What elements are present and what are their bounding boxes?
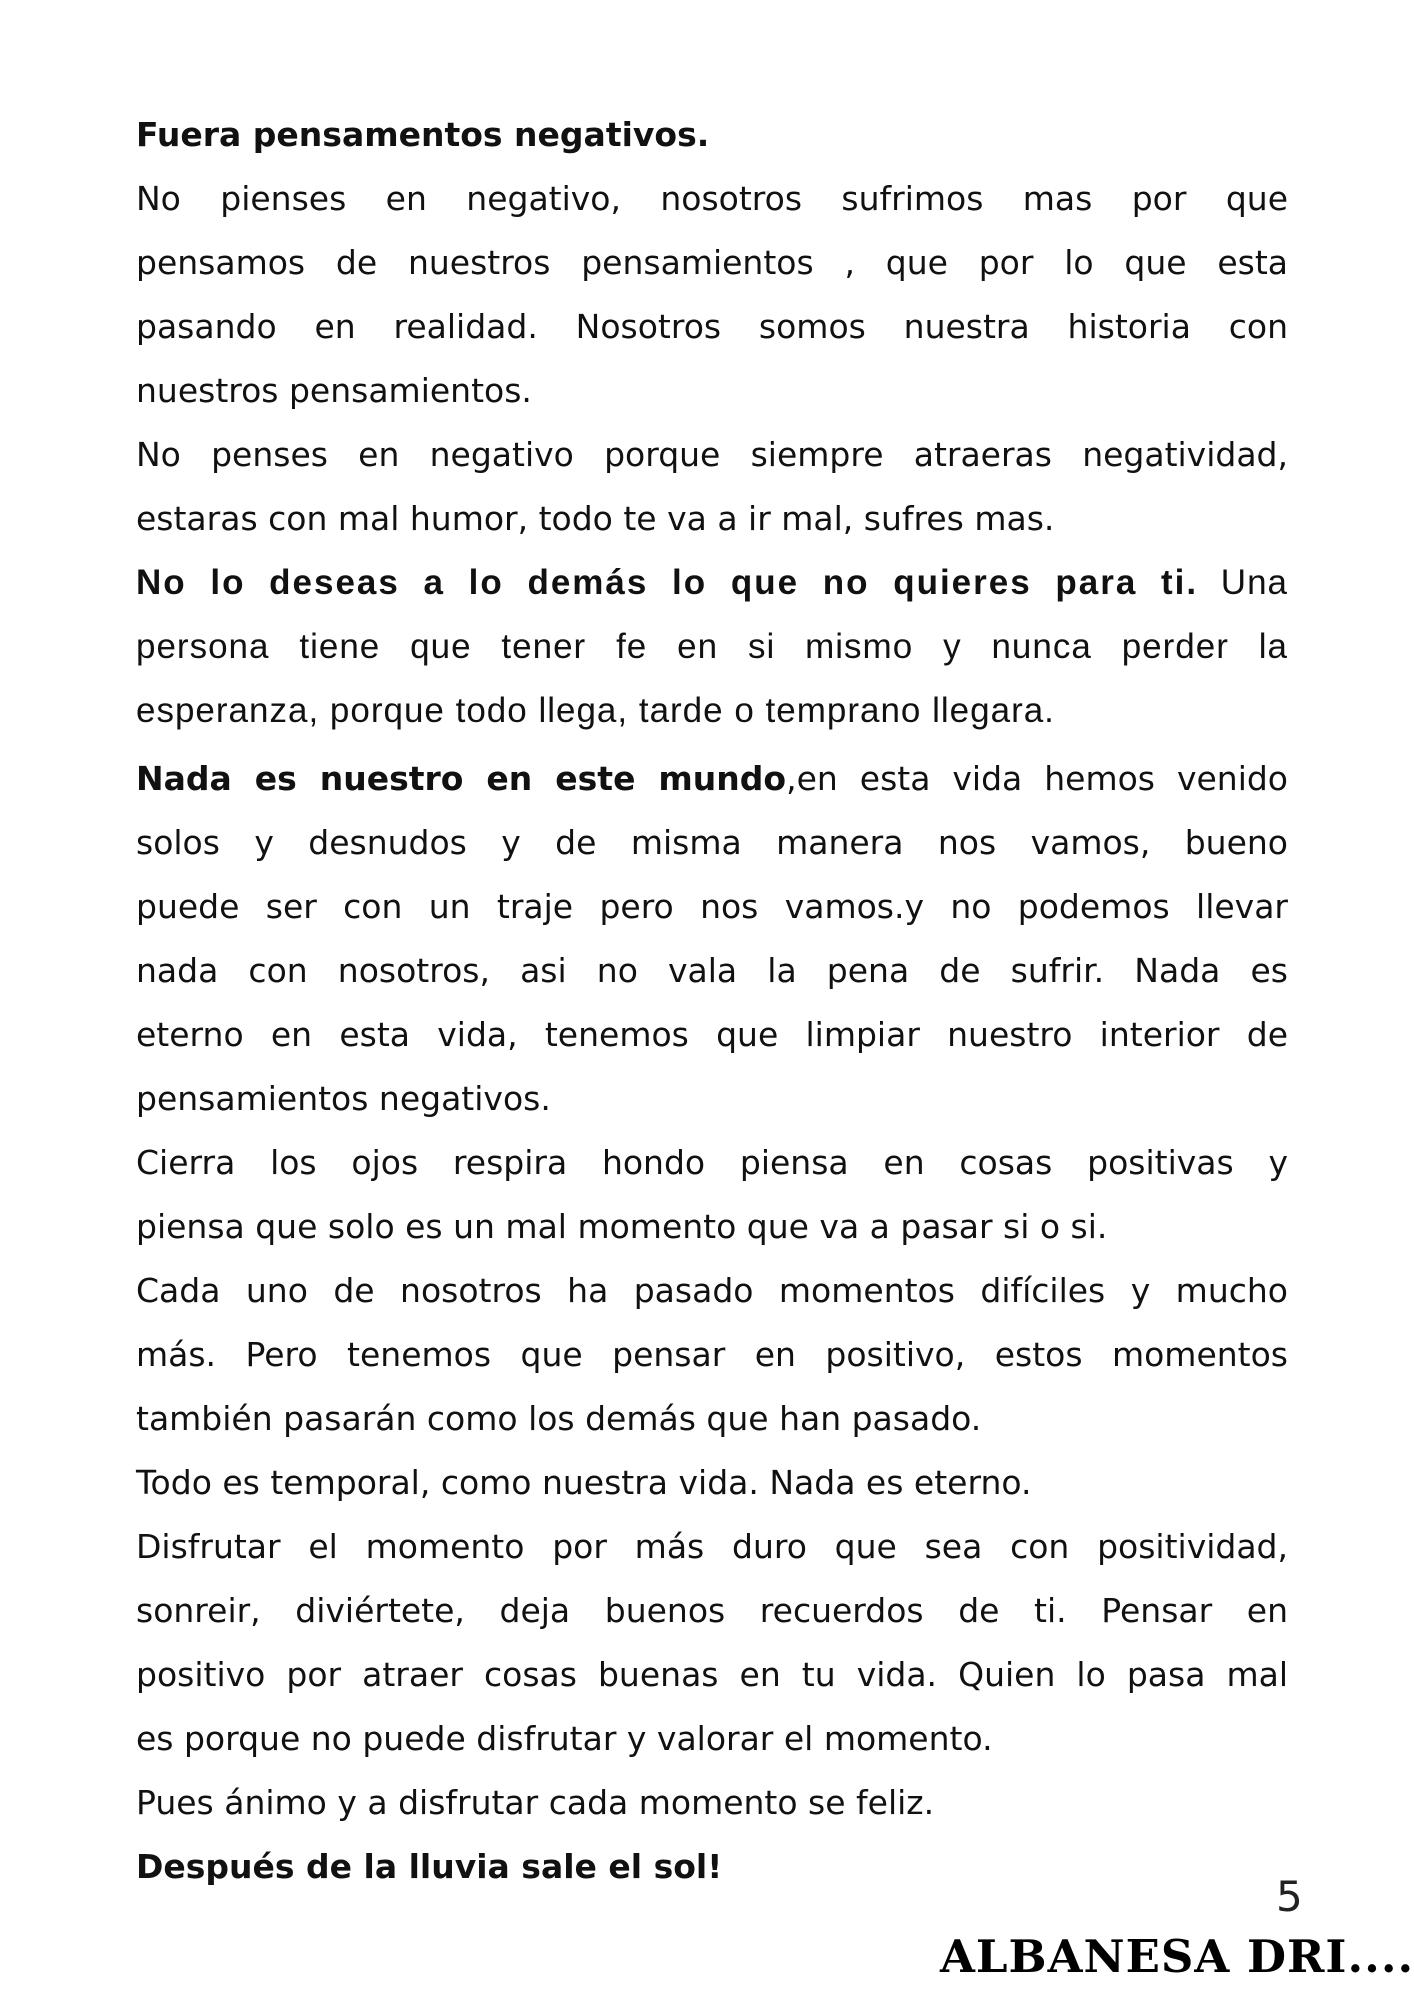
page-number: 5 bbox=[1276, 1872, 1303, 1921]
paragraph: Pues ánimo y a disfrutar cada momento se feliz. bbox=[136, 1783, 935, 1822]
text-line: Cada uno de nosotros ha pasado momentos difíciles y mucho bbox=[136, 1271, 1288, 1310]
text-line: pensamos de nuestros pensamientos , que por lo que esta bbox=[136, 243, 1288, 282]
text-line: esperanza, porque todo llega, tarde o temprano llegara. bbox=[136, 691, 1055, 730]
closing-line: Después de la lluvia sale el sol! bbox=[136, 1847, 723, 1886]
text-line: pensamientos negativos. bbox=[136, 1079, 551, 1118]
text-line: No penses en negativo porque siempre atraeras negatividad, bbox=[136, 435, 1288, 474]
brand-name: ALBANESA DRI.... bbox=[940, 1930, 1414, 1983]
section-heading: Fuera pensamentos negativos. bbox=[136, 115, 710, 154]
text-line: sonreir, diviértete, deja buenos recuerdos de ti. Pensar en bbox=[136, 1591, 1288, 1630]
text-line bbox=[136, 747, 1288, 811]
text-line bbox=[136, 551, 1288, 615]
paragraph bbox=[136, 551, 1288, 743]
text-line: piensa que solo es un mal momento que va a pasar si o si. bbox=[136, 1207, 1108, 1246]
document-body bbox=[136, 103, 1288, 1899]
text-line: es porque no puede disfrutar y valorar el momento. bbox=[136, 1719, 993, 1758]
text-line: eterno en esta vida, tenemos que limpiar nuestro interior de bbox=[136, 1015, 1288, 1054]
text-line: Cierra los ojos respira hondo piensa en cosas positivas y bbox=[136, 1143, 1288, 1182]
text-line: pasando en realidad. Nosotros somos nuestra historia con bbox=[136, 307, 1288, 346]
text-line: estaras con mal humor, todo te va a ir mal, sufres mas. bbox=[136, 499, 1055, 538]
bold-lead: Nada es nuestro en este mundo bbox=[136, 759, 787, 798]
text-line: nuestros pensamientos. bbox=[136, 371, 532, 410]
text-line: solos y desnudos y de misma manera nos vamos, bueno bbox=[136, 823, 1288, 862]
text-line: Disfrutar el momento por más duro que sea con positividad, bbox=[136, 1527, 1288, 1566]
lead-rest: ,en esta vida hemos venido bbox=[786, 759, 1288, 798]
paragraph bbox=[136, 167, 1288, 423]
paragraph bbox=[136, 1259, 1288, 1451]
text-line: también pasarán como los demás que han pasado. bbox=[136, 1399, 982, 1438]
paragraph bbox=[136, 747, 1288, 1131]
text-line: positivo por atraer cosas buenas en tu vida. Quien lo pasa mal bbox=[136, 1655, 1288, 1694]
paragraph bbox=[136, 1515, 1288, 1771]
text-line: nada con nosotros, asi no vala la pena de sufrir. Nada es bbox=[136, 951, 1288, 990]
text-line: No pienses en negativo, nosotros sufrimos mas por que bbox=[136, 179, 1288, 218]
text-line: puede ser con un traje pero nos vamos.y no podemos llevar bbox=[136, 887, 1288, 926]
text-line: más. Pero tenemos que pensar en positivo, estos momentos bbox=[136, 1335, 1288, 1374]
paragraph bbox=[136, 1131, 1288, 1259]
lead-rest: Una bbox=[1198, 563, 1289, 602]
text-line: persona tiene que tener fe en si mismo y nunca perder la bbox=[136, 627, 1288, 666]
paragraph: Todo es temporal, como nuestra vida. Nada es eterno. bbox=[136, 1463, 1032, 1502]
bold-lead: No lo deseas a lo demás lo que no quieres para ti. bbox=[136, 563, 1199, 602]
paragraph bbox=[136, 423, 1288, 551]
